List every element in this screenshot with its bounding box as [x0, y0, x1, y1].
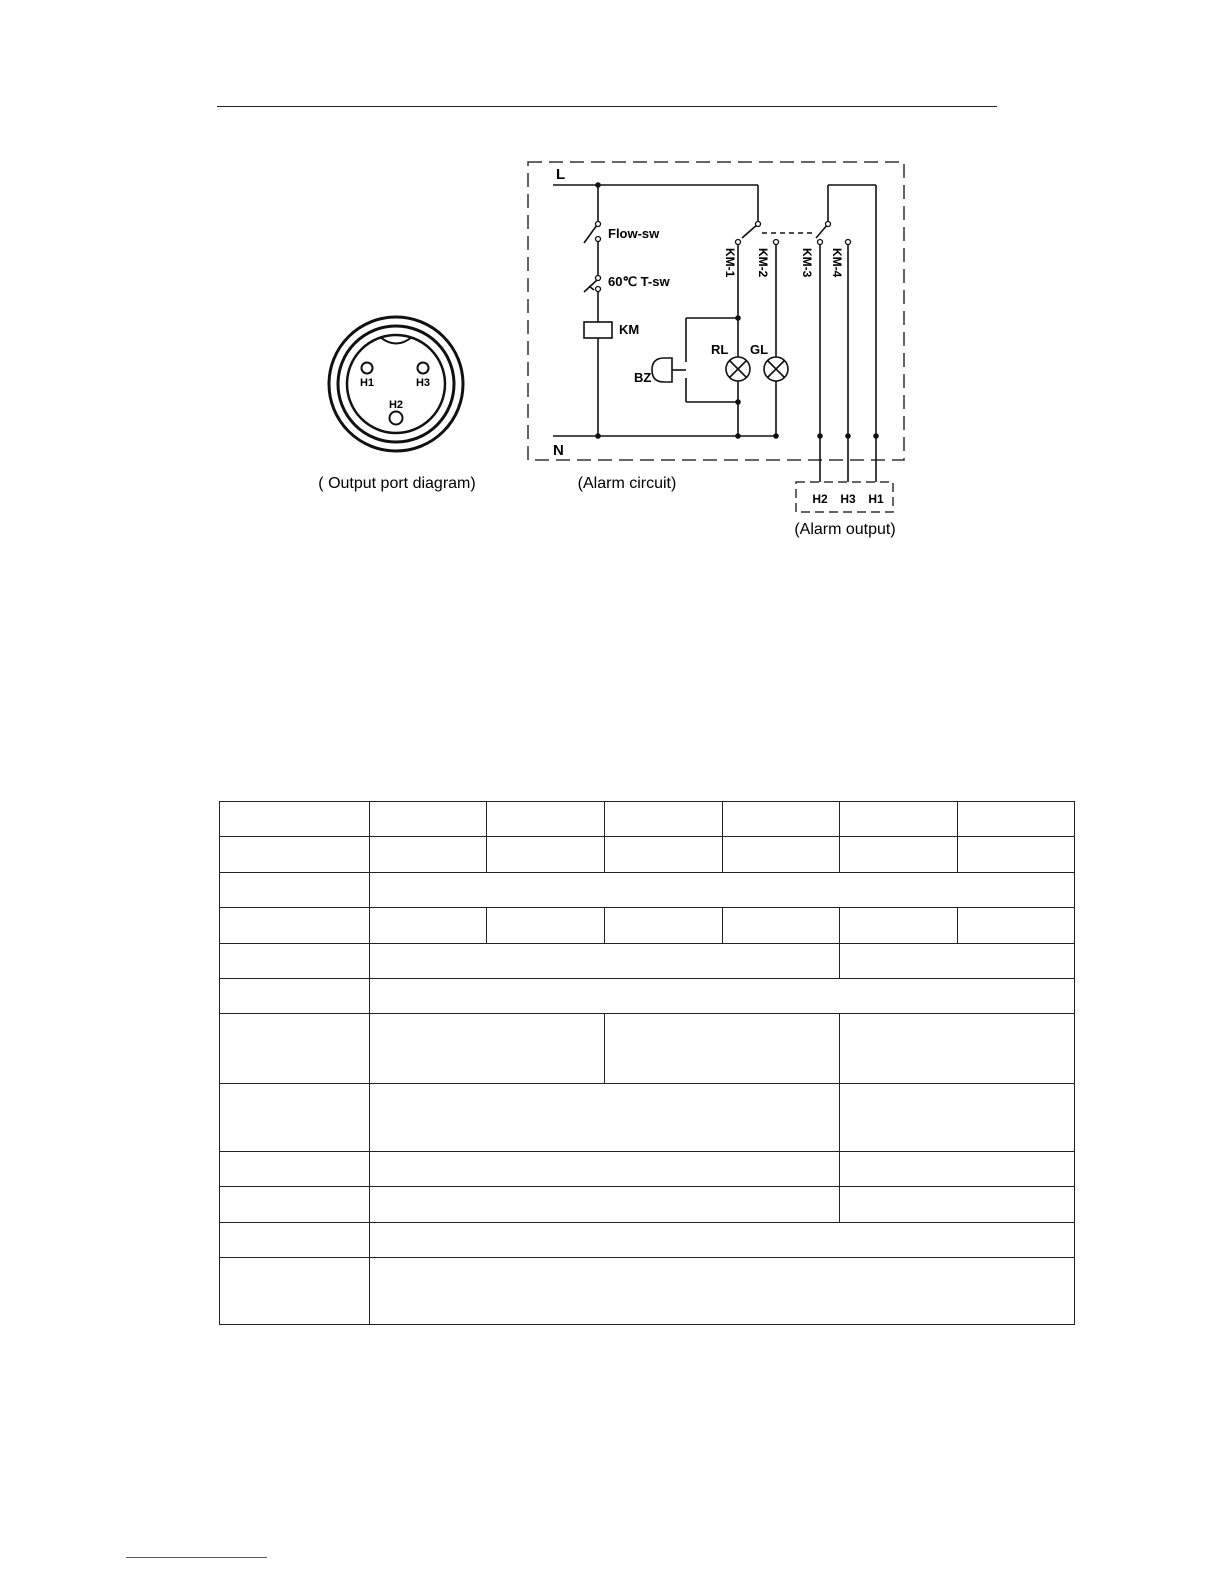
terminal-h1-label: H1	[868, 492, 884, 506]
table-cell	[839, 837, 957, 873]
buzzer-icon	[652, 358, 672, 382]
table-cell	[370, 802, 487, 837]
junction-dots	[595, 182, 879, 439]
pin-h1-socket	[362, 363, 373, 374]
table-row	[220, 837, 1075, 873]
red-lamp-icon	[726, 357, 750, 381]
red-lamp-label: RL	[711, 342, 729, 357]
contact-km3-label: KM-3	[800, 248, 814, 278]
flow-switch-label: Flow-sw	[608, 226, 660, 241]
temp-switch-label: 60℃ T-sw	[608, 274, 670, 289]
contact-km4-label: KM-4	[830, 248, 844, 278]
table-cell	[957, 837, 1074, 873]
table-row	[220, 979, 1075, 1014]
table-cell	[487, 802, 605, 837]
header-rule	[217, 106, 997, 107]
terminal-h3-label: H3	[840, 492, 856, 506]
output-port-connector	[329, 317, 463, 451]
table-row	[220, 873, 1075, 908]
table-row	[220, 1258, 1075, 1325]
relay-coil-label: KM	[619, 322, 640, 337]
alarm-output-caption: (Alarm output)	[794, 521, 896, 538]
table-cell	[370, 979, 1075, 1014]
table-cell	[370, 944, 840, 979]
table-cell	[220, 802, 370, 837]
specification-table	[219, 801, 1075, 1325]
pin-h2-socket	[390, 412, 403, 425]
table-cell	[220, 979, 370, 1014]
table-cell	[370, 908, 487, 944]
green-lamp-icon	[764, 357, 788, 381]
table-row	[220, 802, 1075, 837]
table-row	[220, 1187, 1075, 1223]
table-cell	[722, 802, 839, 837]
table-cell	[370, 837, 487, 873]
table-cell	[370, 1258, 1075, 1325]
line-label: L	[556, 166, 566, 183]
footer-link-rule	[126, 1557, 267, 1558]
table-cell	[220, 908, 370, 944]
table-row	[220, 1014, 1075, 1084]
pin-h3-socket	[418, 363, 429, 374]
table-cell	[370, 1223, 1075, 1258]
pin-h1-label: H1	[359, 377, 375, 389]
table-cell	[839, 1152, 1074, 1187]
terminal-h2-label: H2	[812, 492, 828, 506]
contact-km2-label: KM-2	[756, 248, 770, 278]
table-row	[220, 1152, 1075, 1187]
table-cell	[722, 908, 839, 944]
circuit-wiring	[553, 185, 876, 482]
table-cell	[605, 837, 722, 873]
table-cell	[370, 1187, 840, 1223]
table-cell	[370, 1084, 840, 1152]
table-row	[220, 1084, 1075, 1152]
table-row	[220, 908, 1075, 944]
table-cell	[839, 1084, 1074, 1152]
table-cell	[220, 1258, 370, 1325]
table-cell	[605, 908, 722, 944]
pin-h3-label: H3	[415, 377, 431, 389]
table-cell	[839, 944, 1074, 979]
table-cell	[605, 1014, 839, 1084]
table-cell	[839, 1187, 1074, 1223]
table-cell	[220, 1014, 370, 1084]
table-cell	[220, 837, 370, 873]
green-lamp-label: GL	[750, 342, 769, 357]
table-cell	[722, 837, 839, 873]
table-cell	[220, 1152, 370, 1187]
table-row	[220, 1223, 1075, 1258]
table-cell	[370, 873, 1075, 908]
table-cell	[605, 802, 722, 837]
table-cell	[220, 1223, 370, 1258]
table-cell	[839, 802, 957, 837]
table-cell	[220, 873, 370, 908]
neutral-label: N	[553, 442, 564, 459]
table-cell	[370, 1014, 605, 1084]
output-port-caption: ( Output port diagram)	[318, 475, 476, 492]
buzzer-label: BZ	[634, 370, 652, 385]
alarm-wiring-diagram	[300, 150, 920, 550]
table-cell	[220, 1084, 370, 1152]
table-cell	[220, 1187, 370, 1223]
contact-km1-label: KM-1	[723, 248, 737, 278]
table-cell	[220, 944, 370, 979]
table-cell	[487, 908, 605, 944]
alarm-circuit-caption: (Alarm circuit)	[577, 475, 677, 492]
table-cell	[957, 908, 1074, 944]
pin-h2-label: H2	[388, 399, 404, 411]
table-row	[220, 944, 1075, 979]
table-cell	[370, 1152, 840, 1187]
table-cell	[957, 802, 1074, 837]
table-cell	[839, 1014, 1074, 1084]
table-cell	[839, 908, 957, 944]
table-cell	[487, 837, 605, 873]
